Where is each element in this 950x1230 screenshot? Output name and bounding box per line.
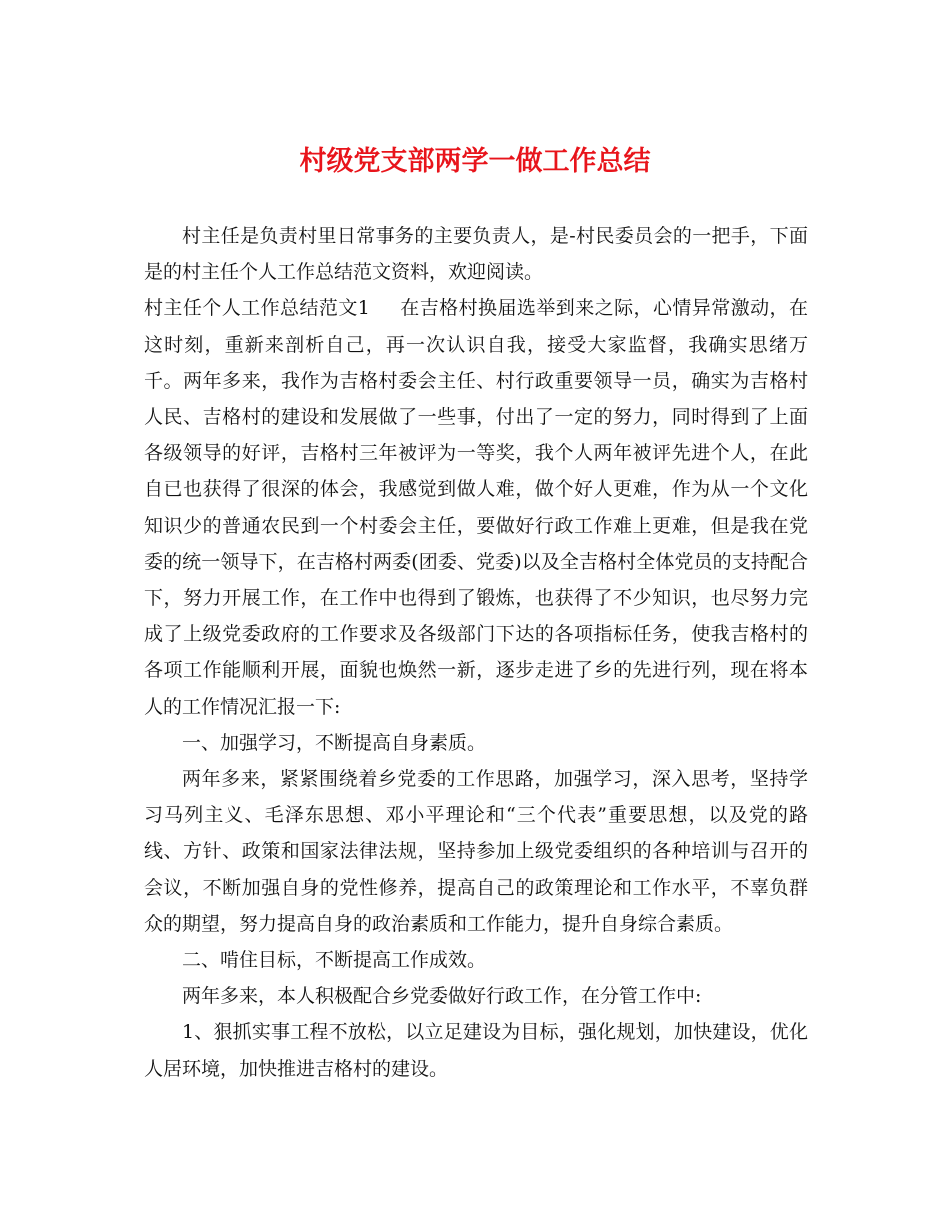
section-paragraph-3: 1、狠抓实事工程不放松，以立足建设为目标，强化规划，加快建设，优化人居环境，加快推进吉格村的建设。 bbox=[144, 1021, 808, 1080]
sample-paragraph bbox=[144, 290, 808, 724]
document-body bbox=[144, 218, 808, 1087]
sample-label: 村主任个人工作总结范文1 bbox=[144, 297, 370, 320]
section-paragraph-2: 两年多来，本人积极配合乡党委做好行政工作，在分管工作中: bbox=[182, 985, 702, 1008]
section-paragraph-1: 两年多来，紧紧围绕着乡党委的工作思路，加强学习，深入思考，坚持学习马列主义、毛泽东思想、邓小平理论和“三个代表”重要思想，以及党的路线、方针、政策和国家法律法规，坚持参加上级党委组织的各种培训与召开的会议，不断加强自身的党性修养，提高自己的政策理论和工作水平，不辜负群众的期望，努力提高自身的政治素质和工作能力，提升自身综合素质。 bbox=[144, 768, 808, 935]
sample-text: 在吉格村换届选举到来之际，心情异常激动，在这时刻，重新来剖析自己，再一次认识自我，接受大家监督，我确实思绪万千。两年多来，我作为吉格村委会主任、村行政重要领导一员，确实为吉格村人民、吉格村的建设和发展做了一些事，付出了一定的努力，同时得到了上面各级领导的好评，吉格村三年被评为一等奖，我个人两年被评先进个人，在此自已也获得了很深的体会，我感觉到做人难，做个好人更难，作为从一个文化知识少的普通农民到一个村委会主任，要做好行政工作难上更难，但是我在党委的统一领导下，在吉格村两委(团委、党委)以及全吉格村全体党员的支持配合下，努力开展工作，在工作中也得到了锻炼，也获得了不少知识，也尽努力完成了上级党委政府的工作要求及各级部门下达的各项指标任务，使我吉格村的各项工作能顺利开展，面貌也焕然一新，逐步走进了乡的先进行列，现在将本人的工作情况汇报一下: bbox=[144, 297, 808, 718]
intro-paragraph: 村主任是负责村里日常事务的主要负责人，是-村民委员会的一把手，下面是的村主任个人工作总结范文资料，欢迎阅读。 bbox=[144, 225, 808, 284]
section-heading-1: 一、加强学习，不断提高自身素质。 bbox=[182, 731, 487, 754]
page-title: 村级党支部两学一做工作总结 bbox=[299, 146, 651, 177]
section-heading-2: 二、啃住目标，不断提高工作成效。 bbox=[182, 949, 487, 972]
